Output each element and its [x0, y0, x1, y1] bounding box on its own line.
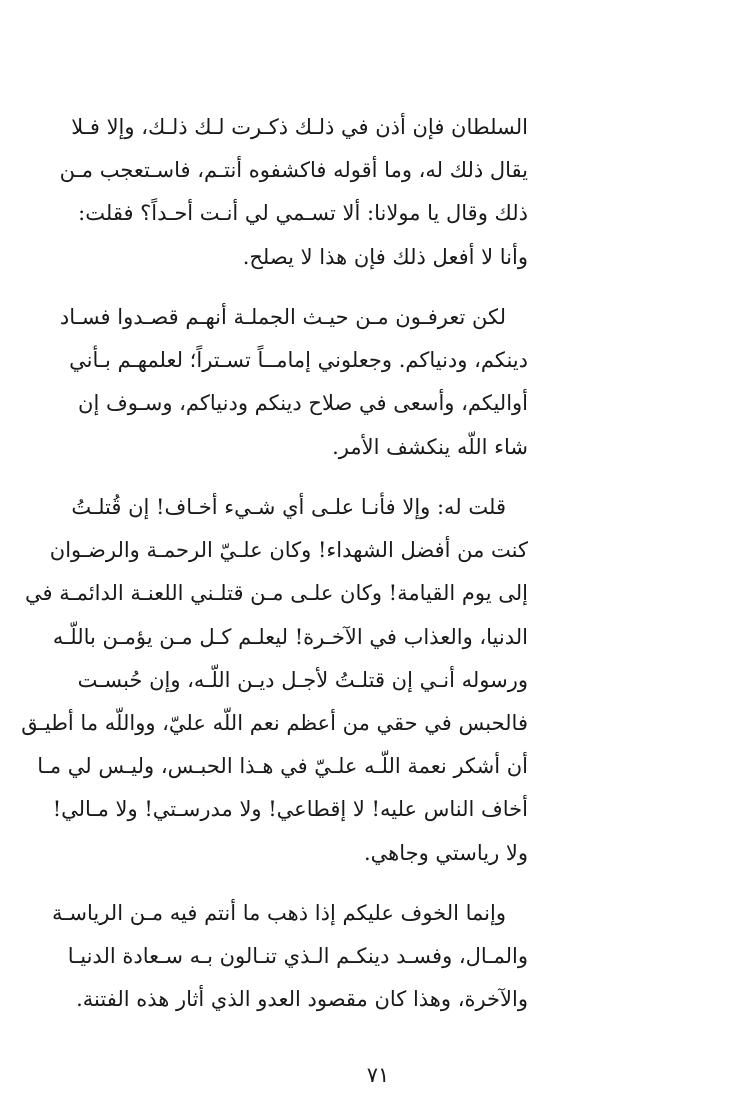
- text-line: شاء اللّه ينكشف الأمر.: [332, 434, 528, 459]
- text-line: ورسوله أنـي إن قتلـتُ لأجـل ديـن اللّـه، وإن حُبسـت: [77, 667, 528, 692]
- text-line: وأنا لا أفعل ذلك فإن هذا لا يصلح.: [242, 244, 528, 269]
- text-line: فالحبس في حقي من أعظم نعم اللّه عليّ، وواللّه ما أطيـق: [21, 710, 528, 735]
- text-line: الدنيا، والعذاب في الآخـرة! ليعلـم كـل مـن يؤمـن باللّـه: [52, 624, 528, 649]
- text-line: أخاف الناس عليه! لا إقطاعي! ولا مدرسـتي! ولا مـالي!: [52, 797, 528, 822]
- text-line: والآخرة، وهذا كان مقصود العدو الذي أثار هذه الفتنة.: [76, 987, 528, 1012]
- text-line: السلطان فإن أذن في ذلـك ذكـرت لـك ذلـك، وإلا فـلا: [71, 115, 528, 139]
- text-line: ولا رياستي وجاهي.: [363, 840, 528, 865]
- text-line: لكن تعرفـون مـن حيـث الجملـة أنهـم قصـدوا فسـاد: [59, 305, 506, 329]
- text-line: أن أشكر نعمة اللّـه علـيّ في هـذا الحبـس، وليـس لي مـا: [37, 754, 528, 779]
- page-number: ٧١: [366, 1063, 390, 1087]
- text-line: قلت له: وإلا فأنـا علـى أي شـيء أخـاف! إن قُتلـتُ: [71, 495, 506, 519]
- text-line: يقال ذلك له، وما أقوله فاكشفوه أنتـم، فاسـتعجب مـن: [59, 158, 528, 183]
- text-line: دينكم، ودنياكم. وجعلوني إمامــاً تسـتراً؛ لعلمهـم بـأني: [69, 348, 528, 373]
- text-line: كنت من أفضل الشهداء! وكان علـيّ الرحمـة والرضـوان: [49, 538, 528, 563]
- paragraph-4: [51, 892, 528, 1022]
- text-line: أواليكم، وأسعى في صلاح دينكم ودنياكم، وسـوف إن: [78, 391, 528, 416]
- body-text: [21, 106, 528, 1056]
- text-line: إلى يوم القيامة! وكان علـى مـن قتلـني اللعنـة الدائمـة في: [25, 581, 528, 606]
- paragraph-3: [21, 486, 528, 875]
- text-line: وإنما الخوف عليكم إذا ذهب ما أنتم فيه مـن الرياسـة: [51, 901, 506, 925]
- text-line: والمـال، وفسـد دينكـم الـذي تنـالون بـه سـعادة الدنيـا: [67, 944, 528, 969]
- text-line: ذلك وقال يا مولانا: ألا تسـمي لي أنـت أحـداً؟ فقلت:: [78, 201, 528, 226]
- paragraph-1: [59, 106, 528, 279]
- paragraph-2: [59, 296, 528, 469]
